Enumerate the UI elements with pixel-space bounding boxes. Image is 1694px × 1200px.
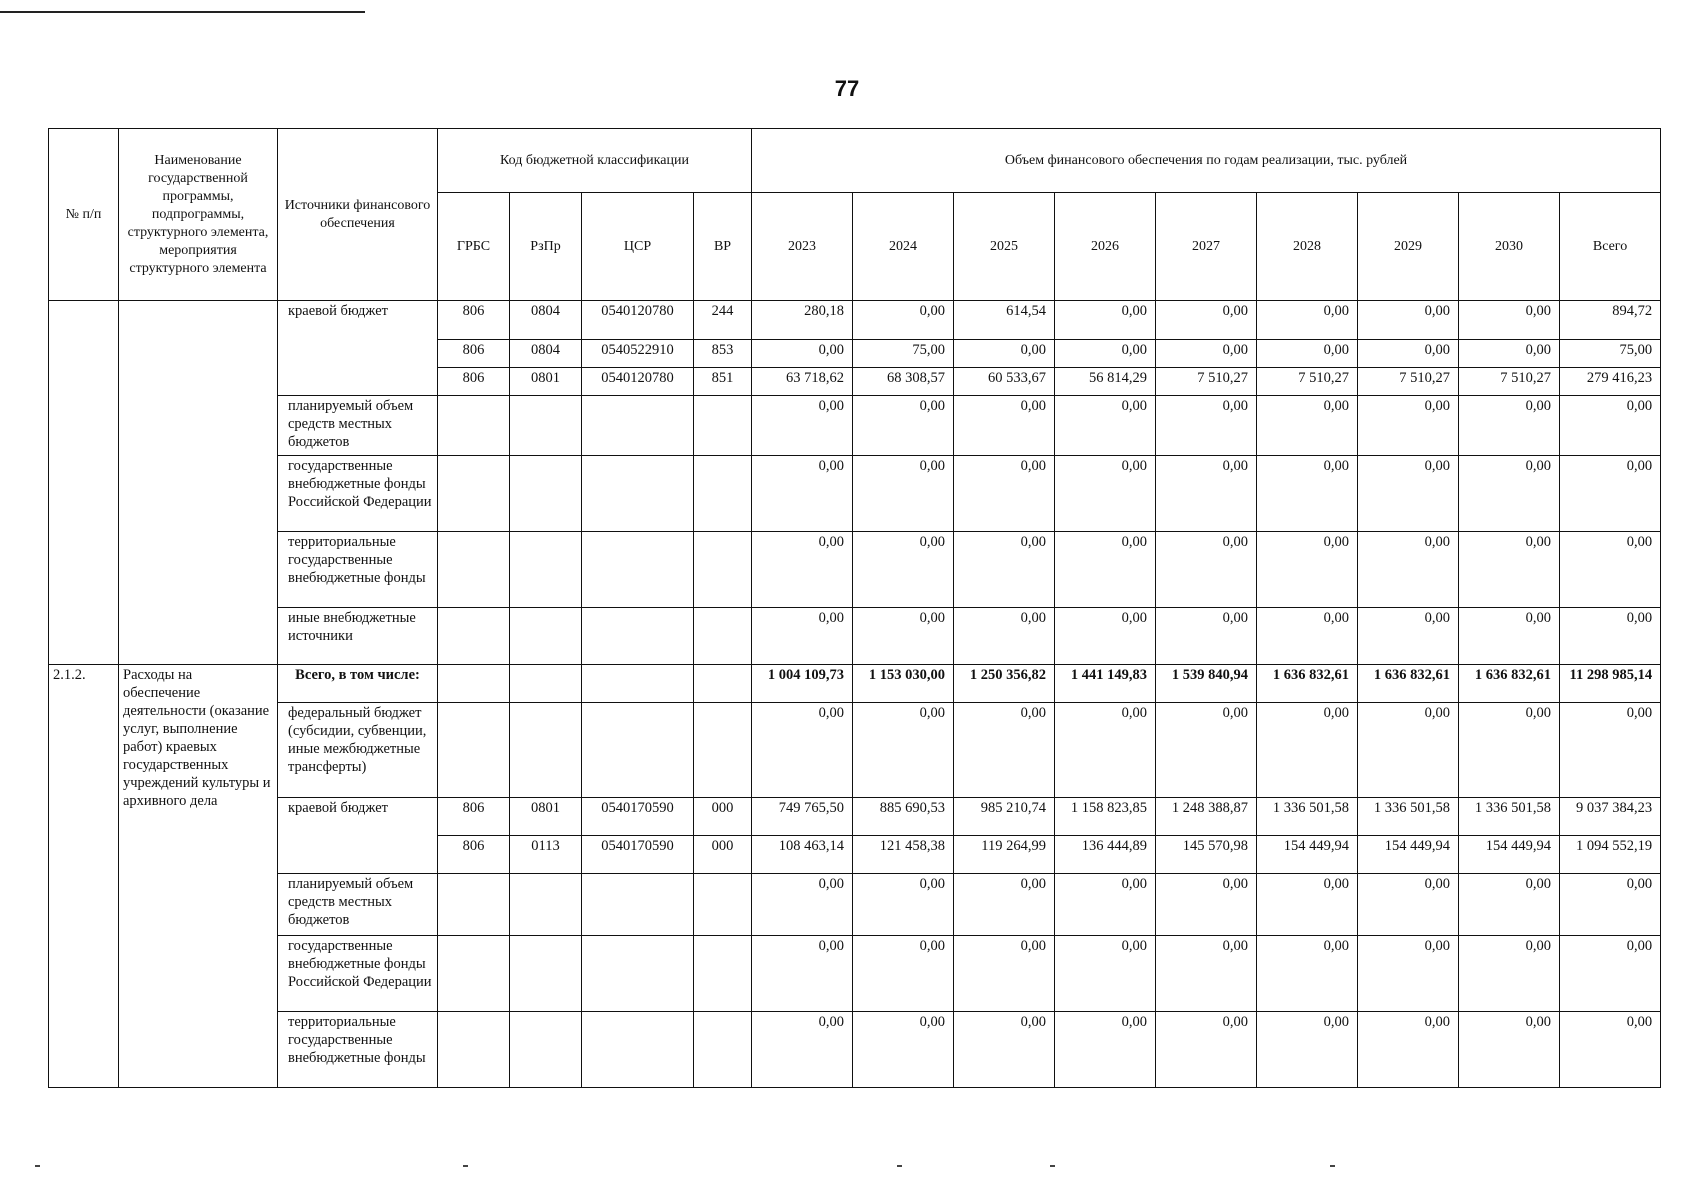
value-cell: 0,00 xyxy=(1055,532,1156,608)
empty-cell xyxy=(438,396,510,456)
value-cell: 1 539 840,94 xyxy=(1156,665,1257,703)
value-cell: 0,00 xyxy=(1156,396,1257,456)
value-cell: 0,00 xyxy=(1055,396,1156,456)
total-cell: 279 416,23 xyxy=(1560,368,1661,396)
header-volume-group: Объем финансового обеспечения по годам реализации, тыс. рублей xyxy=(752,129,1661,193)
table-body xyxy=(49,301,1661,1088)
table-row xyxy=(49,532,1661,608)
value-cell: 7 510,27 xyxy=(1257,368,1358,396)
source-label: планируемый объем средств местных бюджетов xyxy=(278,396,438,456)
value-cell: 0,00 xyxy=(1156,456,1257,532)
value-cell: 0,00 xyxy=(1156,703,1257,798)
empty-cell xyxy=(510,396,582,456)
value-cell: 985 210,74 xyxy=(954,798,1055,836)
value-cell: 1 153 030,00 xyxy=(853,665,954,703)
value-cell: 0,00 xyxy=(1156,608,1257,665)
header-year: 2028 xyxy=(1257,193,1358,301)
value-cell: 0,00 xyxy=(1459,1012,1560,1088)
value-cell: 0,00 xyxy=(1156,301,1257,340)
value-cell: 0,00 xyxy=(752,456,853,532)
value-cell: 0,00 xyxy=(1055,608,1156,665)
table-row xyxy=(49,936,1661,1012)
empty-cell xyxy=(582,532,694,608)
code-cell: 0540170590 xyxy=(582,836,694,874)
table-row xyxy=(49,874,1661,936)
value-cell: 0,00 xyxy=(1459,301,1560,340)
header-code-rzpr: РзПр xyxy=(510,193,582,301)
value-cell: 0,00 xyxy=(1358,608,1459,665)
scan-mark xyxy=(1330,1165,1335,1167)
total-cell: 75,00 xyxy=(1560,340,1661,368)
value-cell: 0,00 xyxy=(1459,532,1560,608)
value-cell: 75,00 xyxy=(853,340,954,368)
value-cell: 0,00 xyxy=(1257,340,1358,368)
table-header xyxy=(49,129,1661,301)
total-cell: 9 037 384,23 xyxy=(1560,798,1661,836)
total-cell: 0,00 xyxy=(1560,936,1661,1012)
empty-cell xyxy=(582,703,694,798)
value-cell: 0,00 xyxy=(1156,1012,1257,1088)
empty-cell xyxy=(694,936,752,1012)
value-cell: 0,00 xyxy=(1257,301,1358,340)
code-cell: 0804 xyxy=(510,340,582,368)
value-cell: 0,00 xyxy=(1055,936,1156,1012)
table-row xyxy=(49,608,1661,665)
source-label: территориальные государственные внебюджетные фонды xyxy=(278,532,438,608)
value-cell: 0,00 xyxy=(954,874,1055,936)
value-cell: 154 449,94 xyxy=(1257,836,1358,874)
total-cell: 0,00 xyxy=(1560,608,1661,665)
value-cell: 0,00 xyxy=(752,703,853,798)
value-cell: 0,00 xyxy=(1055,456,1156,532)
value-cell: 885 690,53 xyxy=(853,798,954,836)
table-row xyxy=(49,301,1661,340)
value-cell: 0,00 xyxy=(752,1012,853,1088)
value-cell: 1 158 823,85 xyxy=(1055,798,1156,836)
header-name: Наименование государственной программы, подпрограммы, структурного элемента, мероприятия структурного элемента xyxy=(119,129,278,301)
value-cell: 0,00 xyxy=(752,936,853,1012)
value-cell: 0,00 xyxy=(853,703,954,798)
total-cell: 0,00 xyxy=(1560,1012,1661,1088)
value-cell: 108 463,14 xyxy=(752,836,853,874)
code-cell: 806 xyxy=(438,836,510,874)
header-year: 2029 xyxy=(1358,193,1459,301)
scan-marks xyxy=(0,1165,1694,1175)
total-cell: 0,00 xyxy=(1560,396,1661,456)
value-cell: 0,00 xyxy=(1055,1012,1156,1088)
empty-cell xyxy=(438,874,510,936)
value-cell: 0,00 xyxy=(954,340,1055,368)
value-cell: 0,00 xyxy=(853,936,954,1012)
value-cell: 63 718,62 xyxy=(752,368,853,396)
value-cell: 7 510,27 xyxy=(1156,368,1257,396)
value-cell: 1 636 832,61 xyxy=(1358,665,1459,703)
value-cell: 1 636 832,61 xyxy=(1459,665,1560,703)
value-cell: 0,00 xyxy=(1156,936,1257,1012)
value-cell: 121 458,38 xyxy=(853,836,954,874)
value-cell: 0,00 xyxy=(1358,396,1459,456)
source-label: государственные внебюджетные фонды Российской Федерации xyxy=(278,456,438,532)
table-row xyxy=(49,665,1661,703)
value-cell: 0,00 xyxy=(1257,608,1358,665)
scan-mark xyxy=(35,1165,40,1167)
row-name-cell: Расходы на обеспечение деятельности (оказание услуг, выполнение работ) краевых государственных учреждений культуры и архивного дела xyxy=(119,665,278,1088)
empty-cell xyxy=(510,665,582,703)
source-label: Всего, в том числе: xyxy=(278,665,438,703)
value-cell: 68 308,57 xyxy=(853,368,954,396)
source-label: федеральный бюджет (субсидии, субвенции, иные межбюджетные трансферты) xyxy=(278,703,438,798)
empty-cell xyxy=(438,608,510,665)
value-cell: 7 510,27 xyxy=(1459,368,1560,396)
value-cell: 1 248 388,87 xyxy=(1156,798,1257,836)
empty-cell xyxy=(694,532,752,608)
empty-cell xyxy=(694,456,752,532)
empty-cell xyxy=(510,456,582,532)
value-cell: 136 444,89 xyxy=(1055,836,1156,874)
header-year: 2023 xyxy=(752,193,853,301)
code-cell: 853 xyxy=(694,340,752,368)
code-cell: 0540120780 xyxy=(582,301,694,340)
value-cell: 0,00 xyxy=(1257,936,1358,1012)
value-cell: 0,00 xyxy=(752,396,853,456)
value-cell: 1 336 501,58 xyxy=(1459,798,1560,836)
empty-cell xyxy=(694,703,752,798)
value-cell: 1 004 109,73 xyxy=(752,665,853,703)
value-cell: 0,00 xyxy=(752,608,853,665)
value-cell: 145 570,98 xyxy=(1156,836,1257,874)
budget-table xyxy=(48,128,1661,1088)
value-cell: 7 510,27 xyxy=(1358,368,1459,396)
empty-cell xyxy=(582,456,694,532)
value-cell: 1 336 501,58 xyxy=(1358,798,1459,836)
header-total: Всего xyxy=(1560,193,1661,301)
value-cell: 1 441 149,83 xyxy=(1055,665,1156,703)
table-row xyxy=(49,1012,1661,1088)
table-row xyxy=(49,396,1661,456)
source-label: иные внебюджетные источники xyxy=(278,608,438,665)
empty-cell xyxy=(438,532,510,608)
value-cell: 0,00 xyxy=(1459,703,1560,798)
value-cell: 154 449,94 xyxy=(1459,836,1560,874)
code-cell: 0540120780 xyxy=(582,368,694,396)
source-label: краевой бюджет xyxy=(278,798,438,874)
empty-cell xyxy=(510,532,582,608)
code-cell: 0113 xyxy=(510,836,582,874)
code-cell: 806 xyxy=(438,340,510,368)
empty-cell xyxy=(694,1012,752,1088)
table-row xyxy=(49,703,1661,798)
scan-mark xyxy=(897,1165,902,1167)
value-cell: 0,00 xyxy=(1358,1012,1459,1088)
value-cell: 0,00 xyxy=(1055,340,1156,368)
empty-cell xyxy=(510,874,582,936)
value-cell: 0,00 xyxy=(1156,874,1257,936)
code-cell: 806 xyxy=(438,301,510,340)
code-cell: 806 xyxy=(438,798,510,836)
value-cell: 0,00 xyxy=(954,532,1055,608)
value-cell: 0,00 xyxy=(1358,532,1459,608)
value-cell: 0,00 xyxy=(853,532,954,608)
value-cell: 0,00 xyxy=(1257,703,1358,798)
value-cell: 749 765,50 xyxy=(752,798,853,836)
page-number: 77 xyxy=(834,76,860,101)
source-label: планируемый объем средств местных бюджетов xyxy=(278,874,438,936)
total-cell: 1 094 552,19 xyxy=(1560,836,1661,874)
value-cell: 0,00 xyxy=(1459,456,1560,532)
header-sources: Источники финансового обеспечения xyxy=(278,129,438,301)
header-code-vr: ВР xyxy=(694,193,752,301)
header-year: 2026 xyxy=(1055,193,1156,301)
empty-cell xyxy=(510,608,582,665)
value-cell: 0,00 xyxy=(1459,396,1560,456)
header-no: № п/п xyxy=(49,129,119,301)
code-cell: 000 xyxy=(694,836,752,874)
empty-cell xyxy=(694,396,752,456)
empty-cell xyxy=(582,936,694,1012)
value-cell: 0,00 xyxy=(853,301,954,340)
value-cell: 0,00 xyxy=(752,340,853,368)
value-cell: 0,00 xyxy=(752,874,853,936)
value-cell: 0,00 xyxy=(853,608,954,665)
value-cell: 0,00 xyxy=(1156,340,1257,368)
row-no-cell xyxy=(49,301,119,665)
value-cell: 0,00 xyxy=(954,703,1055,798)
header-year: 2027 xyxy=(1156,193,1257,301)
code-cell: 000 xyxy=(694,798,752,836)
header-year: 2025 xyxy=(954,193,1055,301)
empty-cell xyxy=(582,608,694,665)
value-cell: 0,00 xyxy=(1459,340,1560,368)
empty-cell xyxy=(694,608,752,665)
empty-cell xyxy=(510,936,582,1012)
total-cell: 894,72 xyxy=(1560,301,1661,340)
value-cell: 0,00 xyxy=(954,456,1055,532)
value-cell: 1 250 356,82 xyxy=(954,665,1055,703)
header-code-csr: ЦСР xyxy=(582,193,694,301)
empty-cell xyxy=(510,703,582,798)
empty-cell xyxy=(438,456,510,532)
empty-cell xyxy=(694,665,752,703)
total-cell: 11 298 985,14 xyxy=(1560,665,1661,703)
empty-cell xyxy=(694,874,752,936)
value-cell: 0,00 xyxy=(1055,874,1156,936)
header-code-group: Код бюджетной классификации xyxy=(438,129,752,193)
table-row xyxy=(49,798,1661,836)
value-cell: 0,00 xyxy=(1257,456,1358,532)
value-cell: 0,00 xyxy=(954,396,1055,456)
value-cell: 1 336 501,58 xyxy=(1257,798,1358,836)
value-cell: 0,00 xyxy=(954,936,1055,1012)
value-cell: 60 533,67 xyxy=(954,368,1055,396)
source-label: краевой бюджет xyxy=(278,301,438,396)
scan-mark xyxy=(463,1165,468,1167)
total-cell: 0,00 xyxy=(1560,874,1661,936)
value-cell: 0,00 xyxy=(1257,532,1358,608)
value-cell: 614,54 xyxy=(954,301,1055,340)
code-cell: 0540170590 xyxy=(582,798,694,836)
value-cell: 0,00 xyxy=(1055,301,1156,340)
total-cell: 0,00 xyxy=(1560,532,1661,608)
empty-cell xyxy=(438,703,510,798)
value-cell: 154 449,94 xyxy=(1358,836,1459,874)
code-cell: 244 xyxy=(694,301,752,340)
value-cell: 0,00 xyxy=(954,608,1055,665)
value-cell: 0,00 xyxy=(1459,608,1560,665)
value-cell: 0,00 xyxy=(1358,456,1459,532)
code-cell: 0804 xyxy=(510,301,582,340)
value-cell: 280,18 xyxy=(752,301,853,340)
value-cell: 0,00 xyxy=(1156,532,1257,608)
value-cell: 0,00 xyxy=(1358,301,1459,340)
value-cell: 0,00 xyxy=(853,874,954,936)
value-cell: 0,00 xyxy=(954,1012,1055,1088)
value-cell: 0,00 xyxy=(752,532,853,608)
value-cell: 0,00 xyxy=(853,1012,954,1088)
value-cell: 0,00 xyxy=(1459,936,1560,1012)
value-cell: 0,00 xyxy=(1257,874,1358,936)
empty-cell xyxy=(510,1012,582,1088)
value-cell: 0,00 xyxy=(1459,874,1560,936)
code-cell: 0540522910 xyxy=(582,340,694,368)
value-cell: 0,00 xyxy=(853,396,954,456)
source-label: территориальные государственные внебюджетные фонды xyxy=(278,1012,438,1088)
empty-cell xyxy=(438,936,510,1012)
empty-cell xyxy=(582,665,694,703)
empty-cell xyxy=(438,665,510,703)
total-cell: 0,00 xyxy=(1560,703,1661,798)
total-cell: 0,00 xyxy=(1560,456,1661,532)
code-cell: 0801 xyxy=(510,368,582,396)
header-year: 2024 xyxy=(853,193,954,301)
table-row xyxy=(49,456,1661,532)
code-cell: 806 xyxy=(438,368,510,396)
value-cell: 0,00 xyxy=(1358,936,1459,1012)
header-code-grbs: ГРБС xyxy=(438,193,510,301)
value-cell: 0,00 xyxy=(1358,874,1459,936)
value-cell: 1 636 832,61 xyxy=(1257,665,1358,703)
code-cell: 851 xyxy=(694,368,752,396)
value-cell: 0,00 xyxy=(1055,703,1156,798)
row-no-cell: 2.1.2. xyxy=(49,665,119,1088)
value-cell: 0,00 xyxy=(1257,396,1358,456)
header-year: 2030 xyxy=(1459,193,1560,301)
value-cell: 56 814,29 xyxy=(1055,368,1156,396)
value-cell: 0,00 xyxy=(1257,1012,1358,1088)
source-label: государственные внебюджетные фонды Российской Федерации xyxy=(278,936,438,1012)
value-cell: 0,00 xyxy=(1358,703,1459,798)
scan-mark xyxy=(1050,1165,1055,1167)
empty-cell xyxy=(582,396,694,456)
empty-cell xyxy=(438,1012,510,1088)
value-cell: 0,00 xyxy=(853,456,954,532)
row-name-cell xyxy=(119,301,278,665)
empty-cell xyxy=(582,874,694,936)
top-rule xyxy=(0,11,365,13)
value-cell: 0,00 xyxy=(1358,340,1459,368)
value-cell: 119 264,99 xyxy=(954,836,1055,874)
code-cell: 0801 xyxy=(510,798,582,836)
empty-cell xyxy=(582,1012,694,1088)
